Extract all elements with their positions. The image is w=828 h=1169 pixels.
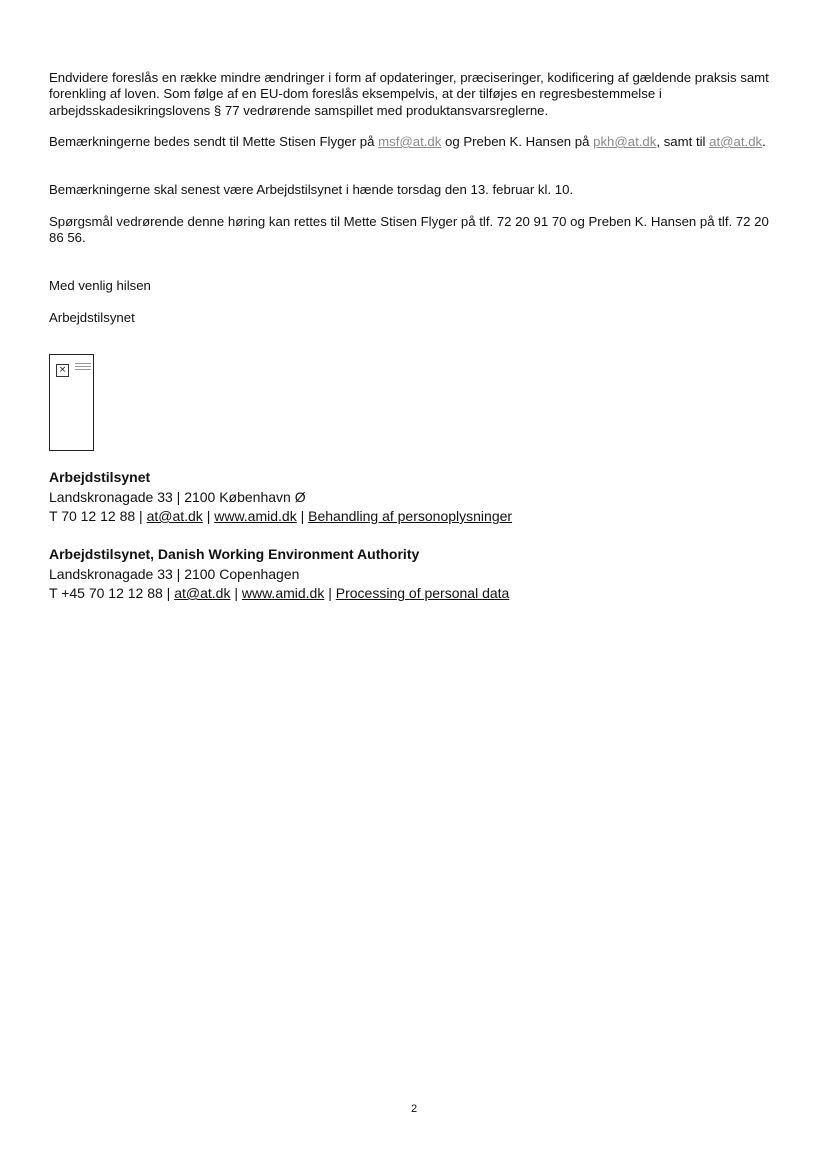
email-link-pkh[interactable]: pkh@at.dk (593, 134, 657, 149)
footer-contact-line (49, 507, 789, 527)
send-comments-text-b: og Preben K. Hansen på (441, 134, 594, 149)
send-comments-text-a: Bemærkningerne bedes sendt til Mette Stisen Flyger på (49, 134, 379, 149)
footer-org-name: Arbejdstilsynet (49, 469, 151, 485)
footer-org-name-en: Arbejdstilsynet, Danish Working Environment Authority (49, 546, 420, 562)
footer-separator: | (296, 508, 309, 524)
footer-phone-en: T +45 70 12 12 88 | (49, 585, 175, 601)
email-link-at[interactable]: at@at.dk (709, 134, 763, 149)
footer-website-link[interactable]: www.amid.dk (214, 508, 297, 524)
broken-image-icon: × (56, 364, 69, 377)
paragraph-send-comments (49, 134, 779, 150)
footer-website-link-en[interactable]: www.amid.dk (241, 585, 325, 601)
signature-image-placeholder (49, 354, 94, 451)
footer-phone: T 70 12 12 88 | (49, 508, 147, 524)
footer-email-link[interactable]: at@at.dk (146, 508, 203, 524)
paragraph-questions: Spørgsmål vedrørende denne høring kan rettes til Mette Stisen Flyger på tlf. 72 20 91 70 og Preben K. Hansen på tlf. 72 20 86 56. (49, 214, 769, 246)
footer-privacy-link-en[interactable]: Processing of personal data (335, 585, 510, 601)
page-number: 2 (410, 1103, 418, 1115)
send-comments-text-d: . (762, 134, 766, 149)
footer-email-link-en[interactable]: at@at.dk (174, 585, 231, 601)
image-placeholder-lines (75, 363, 91, 375)
footer-address-en: Landskronagade 33 | 2100 Copenhagen (49, 565, 300, 582)
paragraph-deadline: Bemærkningerne skal senest være Arbejdstilsynet i hænde torsdag den 13. februar kl. 10. (49, 182, 574, 197)
footer-contact-line-en (49, 584, 789, 604)
footer-english (49, 545, 789, 604)
footer-danish (49, 468, 789, 527)
closing-greeting: Med venlig hilsen (49, 278, 151, 293)
footer-separator: | (324, 585, 336, 601)
email-link-msf[interactable]: msf@at.dk (378, 134, 442, 149)
footer-separator: | (202, 508, 215, 524)
paragraph-amendments: Endvidere foreslås en række mindre ændringer i form af opdateringer, præciseringer, kodificering af gældende praksis samt forenkling af loven. Som følge af en EU-dom foreslås eksempelvis, at der tilføjes en regresbestemmelse i arbejdsskadesikringslovens § 77 vedrørende samspillet med produktansvarsreglerne. (49, 70, 769, 118)
footer-address: Landskronagade 33 | 2100 København Ø (49, 488, 306, 505)
footer-separator: | (230, 585, 242, 601)
sender-name: Arbejdstilsynet (49, 310, 135, 325)
send-comments-text-c: , samt til (656, 134, 710, 149)
footer-privacy-link[interactable]: Behandling af personoplysninger (308, 508, 513, 524)
